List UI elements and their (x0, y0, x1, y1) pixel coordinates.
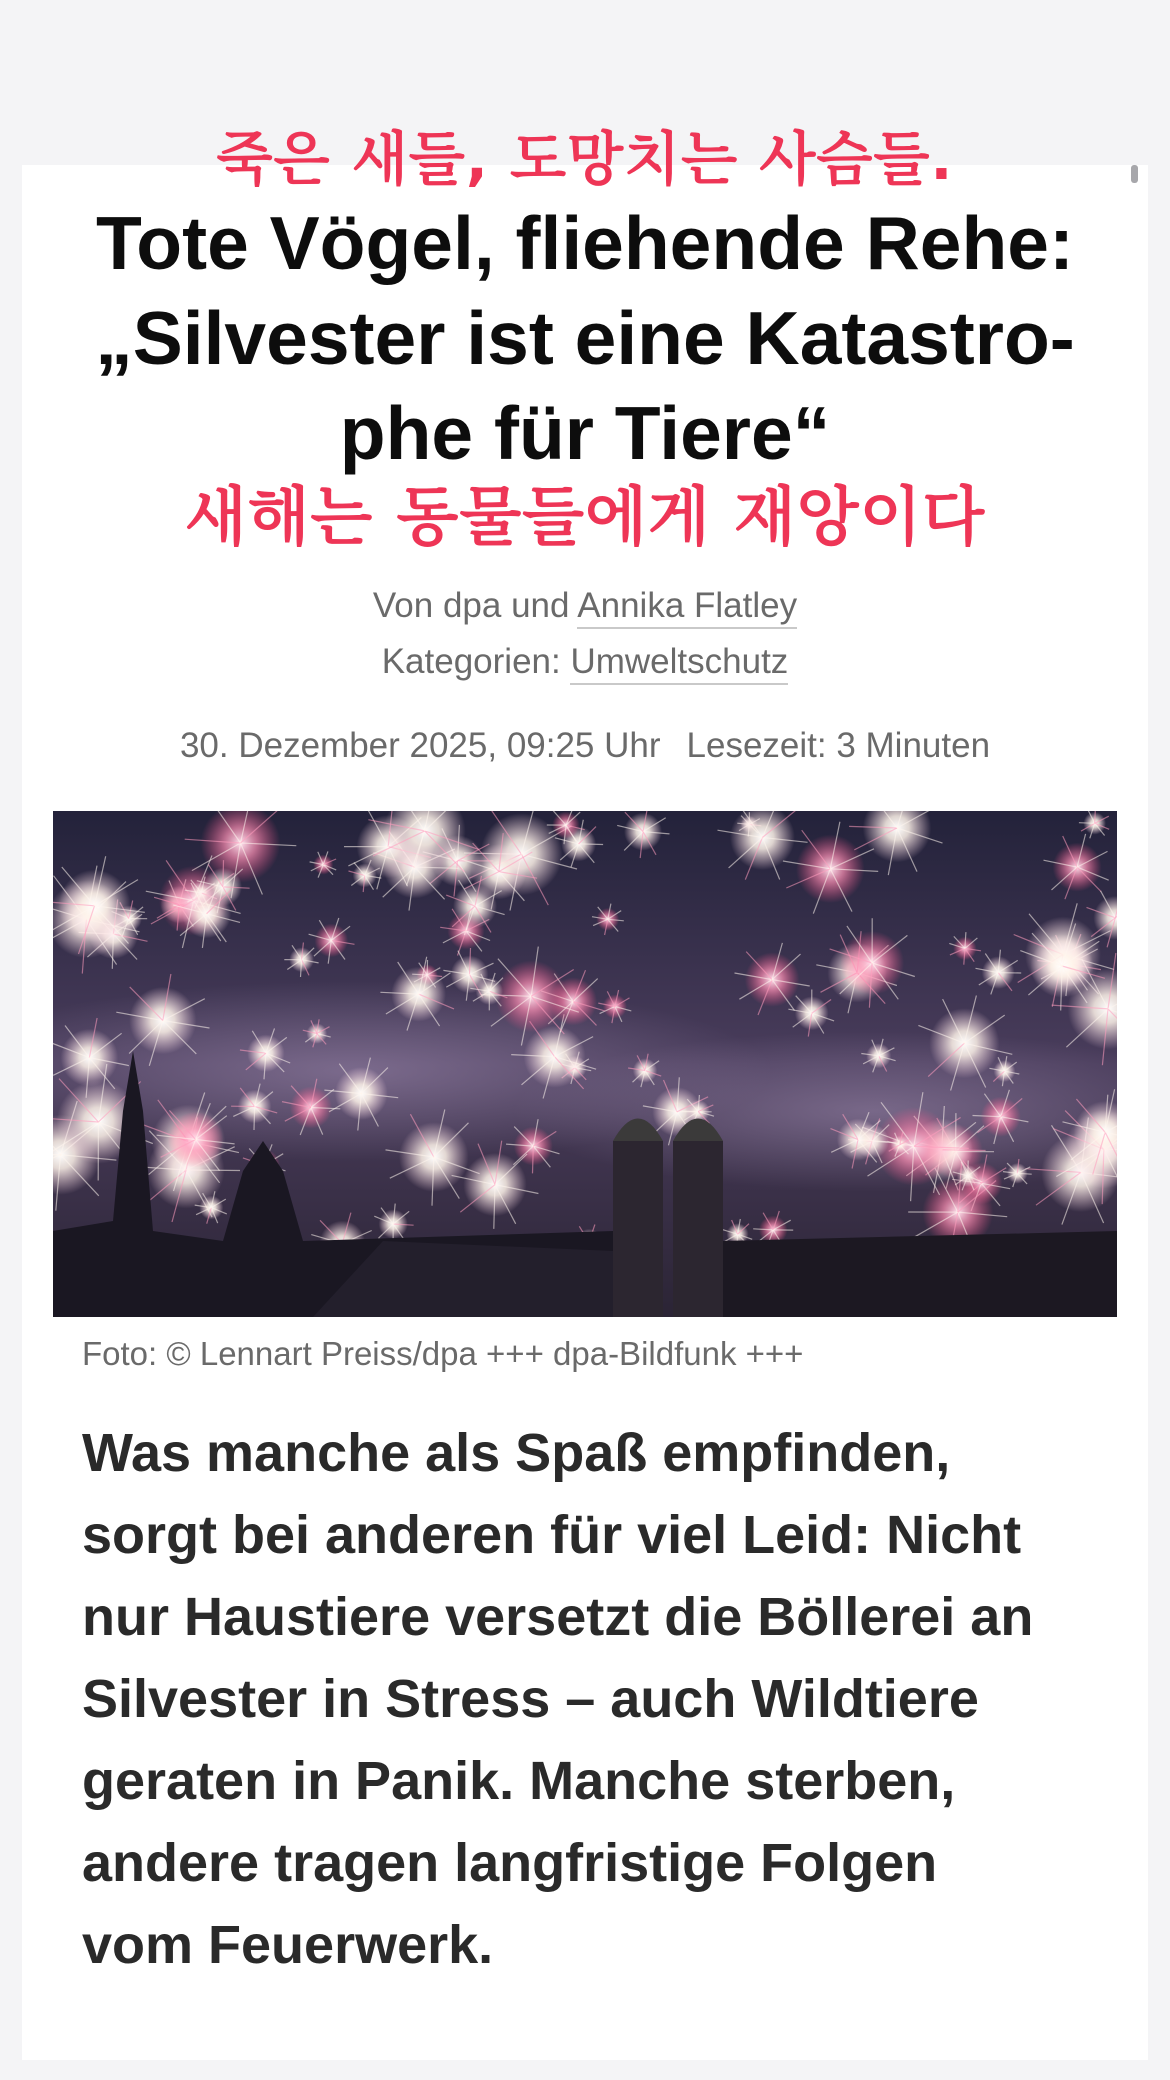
reading-time: Lesezeit: 3 Minuten (686, 726, 991, 765)
article-lead (82, 1412, 1092, 1986)
lead-line: sorgt bei anderen für viel Leid: Nicht (82, 1505, 1022, 1565)
firework-ray (1095, 811, 1096, 823)
author-link[interactable]: Annika Flatley (577, 586, 797, 629)
firework-ray (223, 860, 224, 887)
category-prefix: Kategorien: (381, 642, 561, 681)
article-headline (60, 196, 1110, 481)
firework-ray (900, 1145, 913, 1146)
image-caption: Foto: © Lennart Preiss/dpa +++ dpa-Bildfunk +++ (82, 1335, 804, 1372)
headline-line: Tote Vögel, fliehende Rehe: (96, 201, 1074, 285)
fireworks-illustration (53, 811, 1117, 1317)
lead-line: andere tragen langfristige Folgen (82, 1833, 938, 1893)
firework-ray (254, 1107, 255, 1131)
overlay-caption-bottom: 새해는 동물들에게 재앙이다 (184, 481, 986, 555)
lead-line: geraten in Panik. Manche sterben, (82, 1751, 956, 1811)
publish-date: 30. Dezember 2025, 09:25 Uhr (179, 726, 661, 765)
category-line (0, 642, 1170, 682)
hero-image-fireworks[interactable] (53, 811, 1117, 1317)
firework-ray (1079, 823, 1095, 824)
firework-ray (579, 844, 604, 845)
lead-line: Silvester in Stress – auch Wildtiere (82, 1669, 979, 1729)
date-line (0, 726, 1170, 766)
lead-line: nur Haustiere versetzt die Böllerei an (82, 1587, 1034, 1647)
headline-line: „Silvester ist eine Katastro- (95, 296, 1075, 380)
byline (0, 586, 1170, 626)
lead-line: vom Feuerwerk. (82, 1915, 494, 1975)
overlay-caption-top: 죽은 새들, 도망치는 사슴들. (216, 125, 954, 193)
headline-line: phe für Tiere“ (339, 391, 831, 475)
byline-prefix: Von dpa und (372, 586, 570, 625)
category-link[interactable]: Umweltschutz (570, 642, 788, 685)
firework-ray (533, 1146, 534, 1173)
lead-line: Was manche als Spaß empfinden, (82, 1423, 951, 1483)
